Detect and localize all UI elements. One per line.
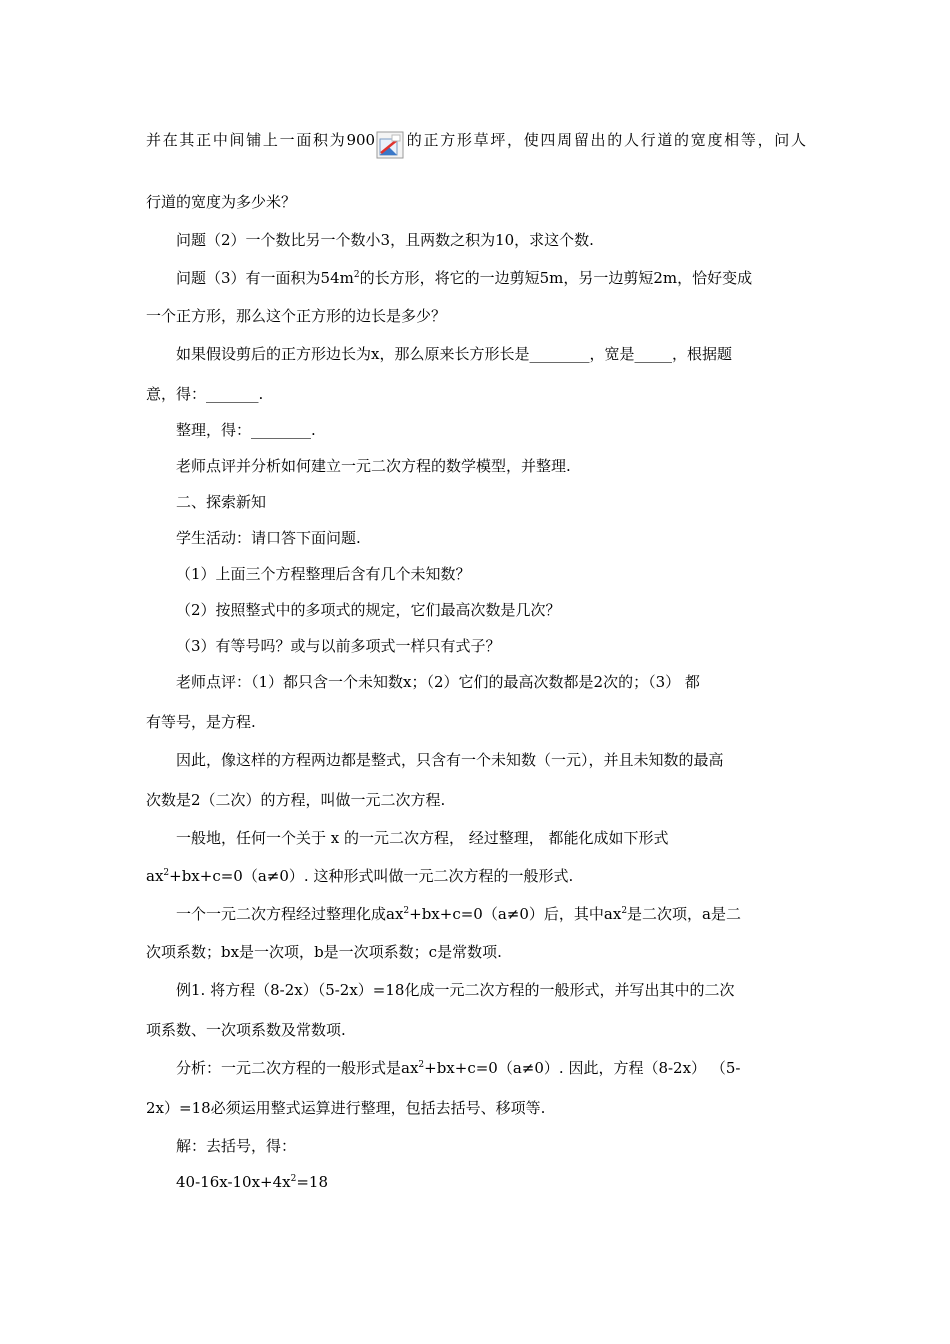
problem-3-line-1: 问题（3）有一面积为$54m^2$的长方形，将它的一边剪短5m，另一边剪短2m，恰好变成 [176, 269, 753, 287]
problem-3-line-2: 一个正方形，那么这个正方形的边长是多少？ [146, 307, 447, 325]
rearrange-line: 整理，得：________. [176, 421, 316, 439]
assumption-line-1: 如果假设剪后的正方形边长为x，那么原来长方形长是________，宽是_____，根据题 [176, 345, 732, 363]
section-heading: 二、探索新知 [176, 493, 267, 511]
assumption-line-2: 意，得：_______. [146, 385, 264, 403]
question-3: （3）有等号吗？或与以前多项式一样只有式子？ [176, 637, 501, 655]
general-form-line-2: $ax^2+bx+c=0(a\ne 0)$. 这种形式叫做一元二次方程的一般形式. [146, 867, 574, 885]
example-1-line-1: 例1. 将方程（8-2x）（5-2x）=18化成一元二次方程的一般形式，并写出其中的二次 [176, 981, 735, 999]
broken-image-icon [376, 131, 404, 159]
solution-line: 解：去括号，得： [176, 1137, 297, 1155]
paragraph-line-2: 行道的宽度为多少米？ [146, 193, 297, 211]
analysis-line-2: 2x）=18必须运用整式运算进行整理，包括去括号、移项等. [146, 1099, 546, 1117]
paragraph-line-1: 并在其正中间铺上一面积为900 的正方形草坪，使四周留出的人行道的宽度相等，问人 [146, 130, 806, 159]
teacher-comment: 老师点评并分析如何建立一元二次方程的数学模型，并整理. [176, 457, 571, 475]
analysis-line-1: 分析：一元二次方程的一般形式是$ax^2+bx+c=0(a\ne 0)$. 因此，方程（8-2x） （5- [176, 1059, 741, 1077]
problem-2: 问题（2）一个数比另一个数小3，且两数之积为10，求这个数. [176, 231, 594, 249]
definition-line-2: 次数是2（二次）的方程，叫做一元二次方程. [146, 791, 446, 809]
terms-line-1: 一个一元二次方程经过整理化成$ax^2+bx+c=0(a\ne 0)$后，其中$ax^2$是二次项，a是二 [176, 905, 741, 923]
definition-line-1: 因此，像这样的方程两边都是整式，只含有一个未知数（一元），并且未知数的最高 [176, 751, 724, 769]
question-1: （1）上面三个方程整理后含有几个未知数？ [176, 565, 471, 583]
example-1-line-2: 项系数、一次项系数及常数项. [146, 1021, 346, 1039]
terms-line-2: 次项系数；bx是一次项，b是一次项系数；c是常数项. [146, 943, 502, 961]
general-form-line-1: 一般地，任何一个关于 x 的一元二次方程， 经过整理， 都能化成如下形式 [176, 829, 669, 847]
student-activity: 学生活动：请口答下面问题. [176, 529, 361, 547]
teacher-review-line-1: 老师点评：（1）都只含一个未知数x；（2）它们的最高次数都是2次的；（3） 都 [176, 673, 700, 691]
teacher-review-line-2: 有等号，是方程. [146, 713, 256, 731]
equation-line: $40-16x-10x+4x^2=18$ [176, 1173, 329, 1191]
question-2: （2）按照整式中的多项式的规定，它们最高次数是几次？ [176, 601, 561, 619]
